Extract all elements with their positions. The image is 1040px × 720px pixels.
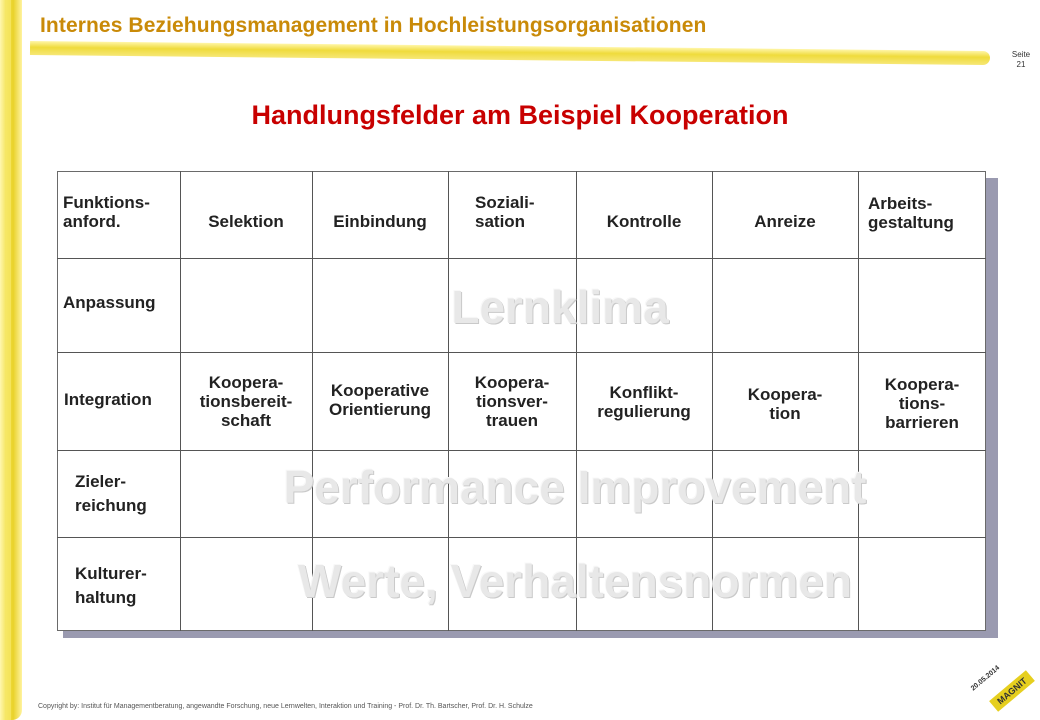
header-cell-line: sation <box>475 212 526 231</box>
date-stamp: 20.05.2014 <box>969 664 1002 693</box>
header-cell-line: gestaltung <box>868 213 954 232</box>
table-row-divider <box>57 258 986 259</box>
cell-line: Koopera- <box>747 385 823 404</box>
header-cell-line: Selektion <box>208 212 284 231</box>
table-row-divider <box>57 537 986 538</box>
overlay-werte-verhaltensnormen: Werte, Verhaltensnormen <box>298 555 852 607</box>
header-cell-einbindung <box>312 212 448 231</box>
slide-title: Handlungsfelder am Beispiel Kooperation <box>251 100 789 130</box>
header-cell-kontrolle <box>576 212 712 231</box>
cell-kooperation <box>712 385 858 423</box>
cell-line: Kooperative <box>330 381 430 400</box>
header-cell-line: Arbeits- <box>868 194 933 213</box>
page-number-value: 21 <box>1016 60 1026 69</box>
header-cell-arbeitsgestaltung <box>868 194 954 232</box>
cell-kooperative-orientierung <box>312 381 448 419</box>
cell-line: regulierung <box>597 402 691 421</box>
header-cell-funktionsanforderung <box>63 193 150 231</box>
header-cell-selektion <box>180 212 312 231</box>
cell-kooperationsvertrauen <box>448 373 576 430</box>
cell-line: Konflikt- <box>609 383 679 402</box>
overlay-lernklima: Lernklima <box>451 281 669 333</box>
cell-line: tions- <box>898 394 946 413</box>
decorative-brush-top <box>30 41 990 65</box>
cell-konfliktregulierung <box>576 383 712 421</box>
header-cell-line: Soziali- <box>475 193 535 212</box>
header-cell-line: Kontrolle <box>606 212 682 231</box>
header-cell-sozialisation <box>475 193 535 231</box>
row-label-line: haltung <box>75 588 137 607</box>
header-cell-line: Einbindung <box>333 212 427 231</box>
header-cell-line: Anreize <box>754 212 816 231</box>
overlay-performance-improvement: Performance Improvement <box>283 461 867 513</box>
cell-line: Koopera- <box>884 375 960 394</box>
cell-line: Koopera- <box>474 373 550 392</box>
page-number <box>1006 50 1036 70</box>
cell-line: tionsbereit- <box>199 392 293 411</box>
row-label-line: Zieler- <box>75 472 127 491</box>
header-cell-line: Funktions- <box>63 193 150 212</box>
row-label-kulturerhaltung <box>75 562 147 610</box>
row-label-zielerreichung <box>75 470 147 518</box>
row-label-line: reichung <box>75 496 147 515</box>
header-cell-anreize <box>712 212 858 231</box>
page-label: Seite <box>1011 50 1031 59</box>
header-cell-line: anford. <box>63 212 121 231</box>
table-row-divider <box>57 450 986 451</box>
copyright-text: Copyright by: Institut für Managementberatung, angewandte Forschung, neue Lernwelten, Interaktion und Training - Prof. Dr. Th. Bartscher, Prof. Dr. H. Schulze <box>38 703 533 710</box>
cell-kooperationsbereitschaft <box>180 373 312 430</box>
cell-line: barrieren <box>885 413 959 432</box>
cell-line: Koopera- <box>208 373 284 392</box>
row-label-integration <box>64 390 152 409</box>
row-label-line: Anpassung <box>63 293 156 312</box>
row-label-anpassung <box>63 293 156 312</box>
cell-line: tionsver- <box>476 392 548 411</box>
row-label-line: Integration <box>64 390 152 409</box>
cell-line: trauen <box>486 411 538 430</box>
cell-line: tion <box>769 404 801 423</box>
table-row-divider <box>57 352 986 353</box>
brand-logo: MAGNIT <box>989 670 1035 712</box>
header-title: Internes Beziehungsmanagement in Hochleistungsorganisationen <box>40 14 707 37</box>
cell-line: Orientierung <box>328 400 431 419</box>
cell-line: schaft <box>220 411 272 430</box>
cell-kooperationsbarrieren <box>858 375 986 432</box>
row-label-line: Kulturer- <box>75 564 147 583</box>
